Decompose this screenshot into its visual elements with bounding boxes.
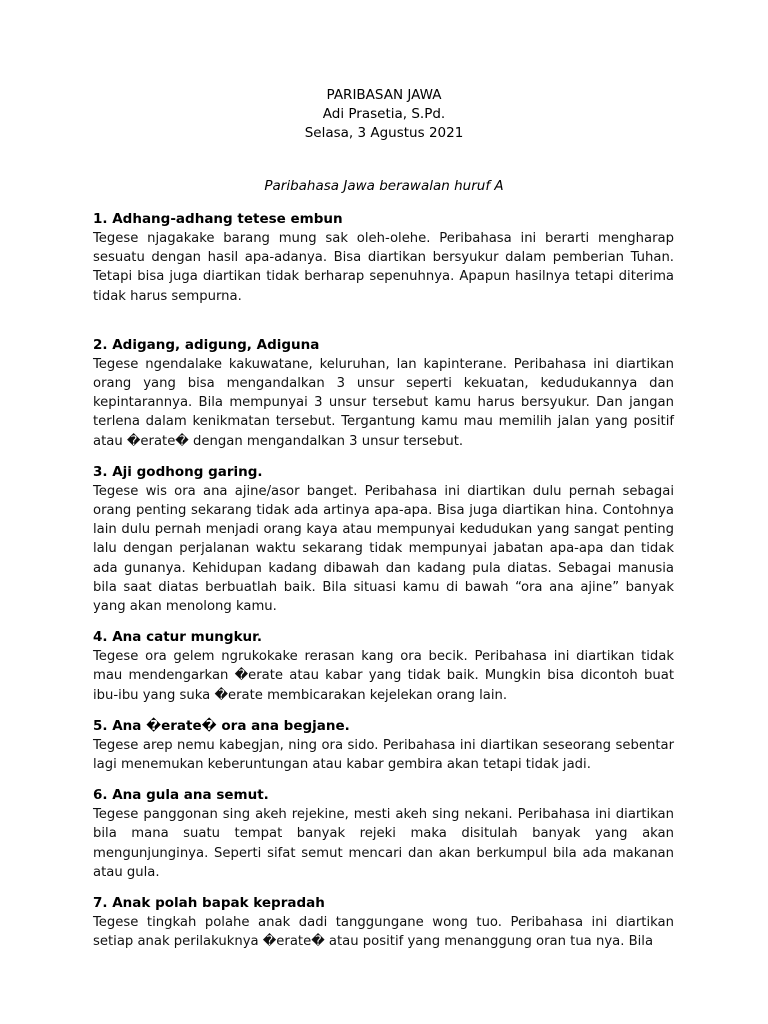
document-date: Selasa, 3 Agustus 2021 [304,125,464,141]
entry-title: 7. Anak polah bapak kepradah [93,895,325,912]
entry-7 [93,894,674,951]
entry-6 [93,786,674,882]
entry-1 [93,210,674,306]
entry-title: 5. Ana �erate� ora ana begjane. [93,717,350,734]
entry-body: Tegese wis ora ana ajine/asor banget. Peribahasa ini diartikan dulu pernah sebagai orang penting sekarang tidak ada artinya apa-apa. Bisa juga diartikan hina. Contohnya lain dulu pernah menjadi orang kaya atau mempunyai kedudukan yang sangat penting lalu dengan perjalanan waktu sekarang tidak mempunyai jabatan apa-apa dan tidak ada gunanya. Kehidupan kadang dibawah dan kadang pula diatas. Sebagai manusia bila saat diatas berbuatlah baik. Bila situasi kamu di bawah “ora ana ajine” banyak yang akan menolong kamu. [93,483,674,615]
entry-body: Tegese njagakake barang mung sak oleh-olehe. Peribahasa ini berarti mengharap sesuatu dengan hasil apa-adanya. Bisa diartikan bersyukur dalam pemberian Tuhan. Tetapi bisa juga diartikan tidak berharap sepenuhnya. Apapun hasilnya tetapi diterima tidak harus sempurna. [93,231,674,304]
entry-title: 2. Adigang, adigung, Adiguna [93,336,320,353]
entry-title: 4. Ana catur mungkur. [93,629,263,646]
entry-title: 3. Aji godhong garing. [93,463,263,480]
entry-title: 6. Ana gula ana semut. [93,787,269,804]
entry-body: Tegese ngendalake kakuwatane, keluruhan, lan kapinterane. Peribahasa ini diartikan orang yang bisa mengandalkan 3 unsur seperti kekuatan, kedudukannya dan kepintarannya. Bila mempunyai 3 unsur tersebut kamu harus bersyukur. Dan jangan terlena dalam kenikmatan tersebut. Tergantung kamu mau memilih jalan yang positif atau �erate� dengan mengandalkan 3 unsur tersebut. [93,356,674,449]
author-name: Adi Prasetia, S.Pd. [322,106,446,122]
entry-body: Tegese arep nemu kabegjan, ning ora sido. Peribahasa ini diartikan seseorang sebentar lagi menemukan keberuntungan atau kabar gembira akan tetapi tidak jadi. [93,737,674,773]
entries-list [93,210,674,951]
entry-5 [93,717,674,774]
entry-3 [93,463,674,616]
entry-2 [93,336,674,451]
entry-body: Tegese ora gelem ngrukokake rerasan kang ora becik. Peribahasa ini diartikan tidak mau mendengarkan �erate atau kabar yang tidak baik. Mungkin bisa dicontoh buat ibu-ibu yang suka �erate membicarakan kejelekan orang lain. [93,649,674,703]
entry-4 [93,628,674,705]
entry-body: Tegese tingkah polahe anak dadi tanggungane wong tuo. Peribahasa ini diartikan setiap anak perilakuknya �erate� atau positif yang menanggung oran tua nya. Bila [93,915,674,950]
entry-body: Tegese panggonan sing akeh rejekine, mesti akeh sing nekani. Peribahasa ini diartikan bila mana suatu tempat banyak rejeki maka disitulah banyak yang akan mengunjunginya. Seperti sifat semut mencari dan akan berkumpul bila ada makanan atau gula. [93,807,674,880]
document-title: PARIBASAN JAWA [326,87,442,103]
document-header [0,86,768,143]
entry-title: 1. Adhang-adhang tetese embun [93,211,343,227]
section-subtitle: Paribahasa Jawa berawalan huruf A [264,178,504,194]
